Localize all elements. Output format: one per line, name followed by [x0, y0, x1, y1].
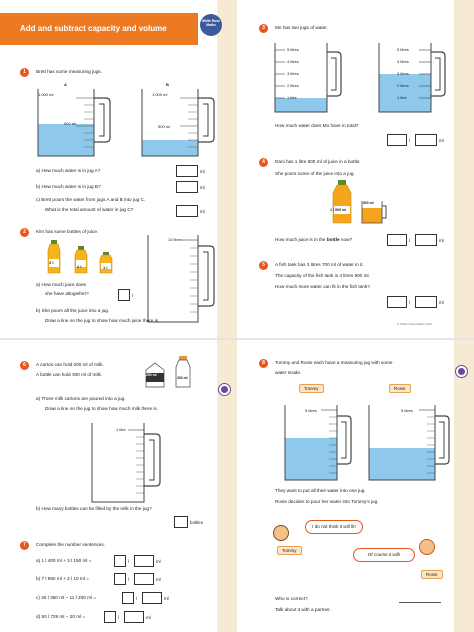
q7c-text: c) 25 l 350 ml − 11 l 200 ml =	[36, 595, 97, 600]
logo-text: White Rose Maths	[202, 19, 220, 27]
q4-question-pre: How much juice is in the	[275, 237, 327, 242]
q4-question-post: now?	[339, 237, 353, 242]
answer-box-q4-litres[interactable]	[387, 234, 407, 246]
q6-text-2: A bottle can hold 300 ml of milk.	[36, 372, 103, 377]
unit-ml: ml	[164, 596, 169, 601]
answer-box-q7b-ml[interactable]	[134, 573, 154, 585]
copyright: © White Rose Maths 2021	[397, 322, 433, 326]
answer-box-q7c-ml[interactable]	[142, 592, 162, 604]
q7a-text: a) 1 l 400 ml + 3 l 150 ml =	[36, 558, 92, 563]
q7b-text: b) 7 l 950 ml + 2 l 10 ml =	[36, 576, 89, 581]
ring-binder-icon	[219, 384, 230, 395]
measuring-jug-icon	[377, 40, 449, 114]
rosie-jug-top-mark: 5 litres	[401, 408, 413, 413]
q4-text-2: She pours some of the juice into a jug.	[275, 171, 355, 176]
q2b-text-2: Draw a line on the jug to show how much juice there is.	[45, 318, 160, 323]
question-number-3: 3	[259, 24, 268, 33]
answer-box-q3-litres[interactable]	[387, 134, 407, 146]
question-number-4: 4	[259, 158, 268, 167]
rosie-label: Rosie	[421, 570, 443, 579]
jug-b-mid-mark: 500 ml	[158, 124, 171, 129]
margin-strip	[454, 0, 474, 338]
juice-bottle-icon	[44, 240, 64, 274]
q8-text-4: Rosie decides to pour her water into Tommy’s jug.	[275, 499, 379, 504]
worksheet-page-4	[237, 340, 474, 632]
margin-strip	[454, 340, 474, 632]
name-tag-rosie: Rosie	[389, 384, 411, 393]
q8-text: Tommy and Rosie each have a measuring jug with some	[275, 360, 393, 365]
q2b-text: b) She pours all the juice into a jug.	[36, 308, 110, 313]
answer-box-q4-ml[interactable]	[415, 234, 437, 246]
jug-a-top-mark: 1,000 ml	[38, 92, 54, 97]
tommy-face-icon	[273, 525, 289, 541]
unit-l: l	[409, 300, 410, 305]
name-tag-tommy: Tommy	[299, 384, 324, 393]
mark-3-litres: 3 litres	[287, 71, 299, 76]
q1a-text: a) How much water is in jug A?	[36, 168, 101, 173]
mark-5-litres: 5 litres	[397, 47, 409, 52]
question-number-8: 8	[259, 359, 268, 368]
carton-label: 200 ml	[146, 373, 157, 377]
answer-box-q7d-ml[interactable]	[124, 611, 144, 623]
unit-ml: ml	[439, 238, 444, 243]
jug-top-mark: 1 litre	[116, 427, 126, 432]
q3-text: Mo has two jugs of water.	[275, 25, 328, 30]
speech-bubble-tommy: I do not think it will fit!	[305, 520, 363, 534]
answer-box-q1c[interactable]	[176, 205, 198, 217]
q5-text: A fish tank has 3 litres 700 ml of water in it.	[275, 262, 364, 267]
unit-ml: ml	[200, 209, 205, 214]
juice-bottle-icon	[329, 180, 355, 224]
q2a-text-2: she have altogether?	[45, 291, 89, 296]
unit-l: l	[409, 238, 410, 243]
unit-l: l	[409, 138, 410, 143]
q8-text-6: Talk about it with a partner.	[275, 607, 331, 612]
q8-text-3: They want to put all their water into one jug.	[275, 488, 366, 493]
question-number-5: 5	[259, 261, 268, 270]
worksheet-page-1	[0, 0, 237, 338]
juice-bottle-icon	[98, 252, 114, 274]
answer-box-q5-ml[interactable]	[415, 296, 437, 308]
ring-binder-icon	[456, 366, 467, 377]
q6-text: A carton can hold 200 ml of milk.	[36, 362, 104, 367]
page-title: Add and subtract capacity and volume	[0, 13, 198, 45]
answer-box-q6b[interactable]	[174, 516, 188, 528]
measuring-jug-icon	[146, 232, 220, 324]
measuring-jug-icon	[90, 420, 164, 504]
q8-text-2: water inside.	[275, 370, 302, 375]
jug-a-mid-mark: 500 ml	[64, 121, 77, 126]
q2a-text: a) How much juice does	[36, 282, 87, 287]
question-number-7: 7	[20, 541, 29, 550]
answer-box-q7a-ml[interactable]	[134, 555, 154, 567]
bottle-1-label: 3 l	[49, 260, 54, 265]
unit-l: l	[128, 559, 129, 564]
milk-bottle-icon	[174, 356, 192, 388]
q5-text-3: How much more water can fit in the fish tank?	[275, 284, 370, 289]
big-jug-top-mark: 10 litres	[168, 237, 183, 242]
q1c-text-2: What is the total amount of water in jug C?	[45, 207, 134, 212]
margin-strip	[217, 0, 237, 338]
answer-box-q7a-litres[interactable]	[114, 555, 126, 567]
question-number-6: 6	[20, 361, 29, 370]
bottle-label: 300 ml	[177, 376, 188, 380]
rosie-face-icon	[419, 539, 435, 555]
jug-b-label: B	[166, 82, 169, 87]
unit-ml: ml	[200, 169, 205, 174]
unit-ml: ml	[156, 559, 161, 564]
q1-text: Brett has some measuring jugs.	[36, 69, 102, 74]
question-number-1: 1	[20, 68, 29, 77]
answer-box-q7d-litres[interactable]	[104, 611, 116, 623]
mark-2-litres: 2 litres	[287, 83, 299, 88]
unit-l: l	[128, 577, 129, 582]
measuring-jug-icon	[283, 402, 357, 482]
q6a-text: a) Three milk cartons are poured into a jug.	[36, 396, 126, 401]
worksheet-page-2	[237, 0, 474, 338]
answer-box-q7c-litres[interactable]	[122, 592, 134, 604]
unit-ml: ml	[200, 185, 205, 190]
measuring-jug-icon	[367, 402, 453, 482]
unit-l: l	[132, 293, 133, 298]
mark-2-litres: 2 litres	[397, 83, 409, 88]
unit-ml: ml	[156, 577, 161, 582]
jug-a-label: A	[64, 82, 67, 87]
answer-line-q8[interactable]	[399, 602, 441, 603]
q3-question: How much water does Mo have in total?	[275, 123, 359, 128]
q1b-text: b) How much water is in jug B?	[36, 184, 101, 189]
q7d-text: d) 50 l 729 ml − 20 ml =	[36, 614, 86, 619]
q4-question	[275, 237, 352, 243]
tommy-jug-top-mark: 5 litres	[305, 408, 317, 413]
measuring-jug-icon	[273, 40, 345, 114]
white-rose-maths-logo	[200, 14, 222, 36]
unit-ml: ml	[439, 300, 444, 305]
question-number-2: 2	[20, 228, 29, 237]
unit-ml: ml	[146, 615, 151, 620]
answer-box-q3-ml[interactable]	[415, 134, 437, 146]
unit-l: l	[118, 615, 119, 620]
answer-box-q1b[interactable]	[176, 181, 198, 193]
tommy-label: Tommy	[277, 546, 302, 555]
worksheet-page-3	[0, 340, 237, 632]
q6b-text: b) How many bottles can be filled by the milk in the jug?	[36, 506, 152, 511]
q2-text: Kim has some bottles of juice.	[36, 229, 99, 234]
q7-text: Complete the number sentences.	[36, 542, 106, 547]
mark-5-litres: 5 litres	[287, 47, 299, 52]
bottle-2-label: 2 l	[77, 264, 82, 269]
mark-3-litres: 3 litres	[397, 71, 409, 76]
mark-1-litre: 1 litre	[397, 95, 407, 100]
answer-box-q7b-litres[interactable]	[114, 573, 126, 585]
unit-l: l	[136, 596, 137, 601]
answer-box-q1a[interactable]	[176, 165, 198, 177]
jug-label: 800 ml	[363, 201, 374, 205]
answer-box-q2a[interactable]	[118, 289, 130, 301]
unit-ml: ml	[439, 138, 444, 143]
unit-bottles: bottles	[190, 520, 203, 525]
bottle-3-label: 1 l	[103, 265, 108, 270]
q8-question: Who is correct?	[275, 596, 308, 601]
mark-1-litre: 1 litre	[287, 95, 297, 100]
q6a-text-2: Draw a line on the jug to show how much milk there is.	[45, 406, 159, 411]
q4-question-bold: bottle	[326, 237, 340, 242]
speech-bubble-rosie: Of course it will!	[353, 548, 415, 562]
q4-text: Dani has 1 litre 500 ml of juice in a bottle.	[275, 159, 361, 164]
answer-box-q5-litres[interactable]	[387, 296, 407, 308]
bottle-label: 1 l 500 ml	[330, 208, 347, 212]
q1c-text: c) Brett pours the water from jugs A and B into jug C.	[36, 197, 146, 202]
mark-4-litres: 4 litres	[287, 59, 299, 64]
juice-bottle-icon	[72, 246, 90, 274]
q5-text-2: The capacity of the fish tank is 4 litres 900 ml.	[275, 273, 370, 278]
mark-4-litres: 4 litres	[397, 59, 409, 64]
jug-b-top-mark: 1,000 ml	[152, 92, 168, 97]
